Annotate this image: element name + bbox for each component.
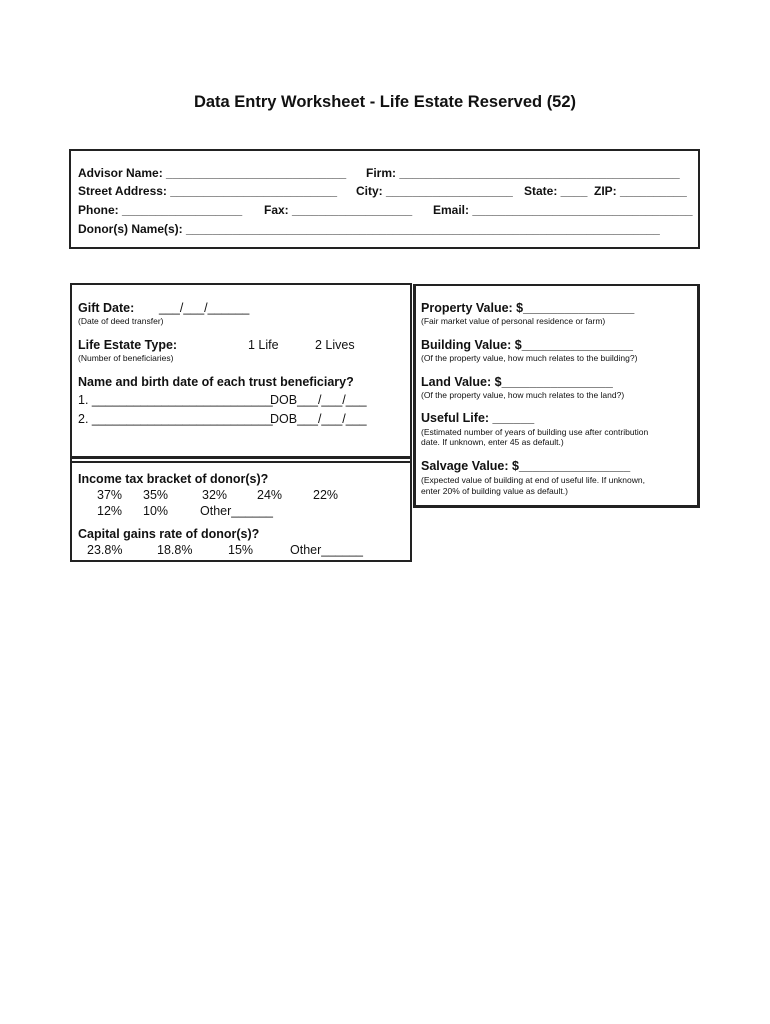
email-field[interactable]: Email: _________________________________ — [433, 203, 693, 217]
land-value-note: (Of the property value, how much relates to the land?) — [421, 390, 625, 400]
gift-date-note: (Date of deed transfer) — [78, 316, 164, 326]
tax-info-box — [70, 456, 412, 562]
property-value-note: (Fair market value of personal residence or farm) — [421, 316, 606, 326]
advisor-name-field[interactable]: Advisor Name: ___________________________ — [78, 166, 347, 180]
useful-life-note: date. If unknown, enter 45 as default.) — [421, 437, 564, 447]
beneficiary-2-dob-field[interactable]: DOB___/___/___ — [270, 412, 367, 426]
beneficiary-1-field[interactable]: 1. __________________________ — [78, 393, 273, 407]
income-rate-option[interactable]: 32% — [202, 488, 228, 502]
street-address-field[interactable]: Street Address: _________________________ — [78, 184, 338, 198]
income-rate-option[interactable]: 22% — [313, 488, 339, 502]
two-lives-option[interactable]: 2 Lives — [315, 338, 355, 352]
zip-field[interactable]: ZIP: __________ — [594, 184, 687, 198]
beneficiary-2-field[interactable]: 2. __________________________ — [78, 412, 273, 426]
income-rate-other-field[interactable]: Other______ — [200, 504, 273, 518]
property-value-field[interactable]: Property Value: $________________ — [421, 301, 635, 315]
income-rate-option[interactable]: 35% — [143, 488, 169, 502]
building-value-note: (Of the property value, how much relates to the building?) — [421, 353, 638, 363]
state-field[interactable]: State: ____ — [524, 184, 588, 198]
capital-gains-heading: Capital gains rate of donor(s)? — [78, 527, 260, 541]
life-estate-note: (Number of beneficiaries) — [78, 353, 174, 363]
salvage-value-note: enter 20% of building value as default.) — [421, 486, 568, 496]
page-title: Data Entry Worksheet - Life Estate Reserved (52) — [193, 93, 577, 111]
gift-info-box — [70, 283, 412, 463]
gift-date-label: Gift Date: — [78, 301, 135, 315]
income-rate-option[interactable]: 24% — [257, 488, 283, 502]
capital-rate-option[interactable]: 15% — [228, 543, 254, 557]
useful-life-field[interactable]: Useful Life: ______ — [421, 411, 535, 425]
capital-rate-option[interactable]: 23.8% — [87, 543, 123, 557]
life-estate-type-label: Life Estate Type: — [78, 338, 178, 352]
salvage-value-note: (Expected value of building at end of useful life. If unknown, — [421, 475, 645, 485]
useful-life-note: (Estimated number of years of building use after contribution — [421, 427, 649, 437]
income-rate-option[interactable]: 10% — [143, 504, 169, 518]
donors-name-field[interactable]: Donor(s) Name(s): _______________________________________________________________________ — [78, 222, 660, 236]
salvage-value-field[interactable]: Salvage Value: $________________ — [421, 459, 631, 473]
gift-date-field[interactable]: ___/___/______ — [159, 301, 250, 315]
beneficiary-heading: Name and birth date of each trust beneficiary? — [78, 375, 354, 389]
income-rate-option[interactable]: 37% — [97, 488, 123, 502]
advisor-info-box — [69, 149, 700, 249]
building-value-field[interactable]: Building Value: $________________ — [421, 338, 633, 352]
firm-field[interactable]: Firm: __________________________________________ — [366, 166, 680, 180]
beneficiary-1-dob-field[interactable]: DOB___/___/___ — [270, 393, 367, 407]
income-rate-option[interactable]: 12% — [97, 504, 123, 518]
capital-rate-other-field[interactable]: Other______ — [290, 543, 363, 557]
one-life-option[interactable]: 1 Life — [248, 338, 279, 352]
capital-rate-option[interactable]: 18.8% — [157, 543, 193, 557]
phone-field[interactable]: Phone: __________________ — [78, 203, 243, 217]
income-tax-heading: Income tax bracket of donor(s)? — [78, 472, 269, 486]
city-field[interactable]: City: ___________________ — [356, 184, 513, 198]
land-value-field[interactable]: Land Value: $________________ — [421, 375, 613, 389]
property-info-box — [413, 284, 700, 508]
fax-field[interactable]: Fax: __________________ — [264, 203, 413, 217]
